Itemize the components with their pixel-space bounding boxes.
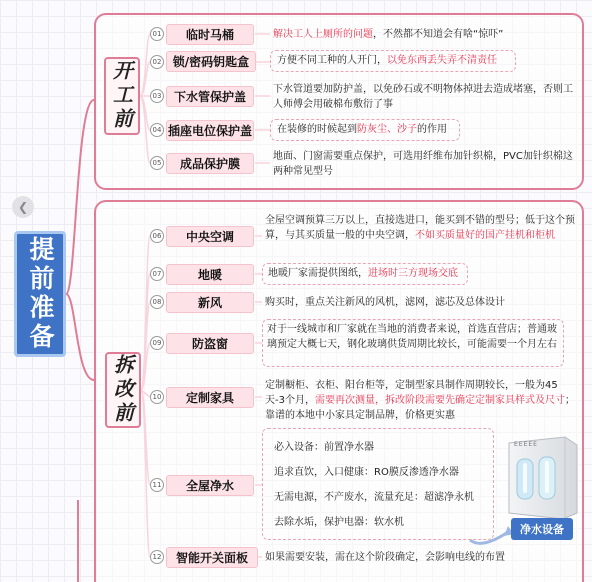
item-desc: 方便不同工种的人开门，以免东西丢失弄不清责任 [270, 50, 516, 72]
category-chaigai: 拆改前 [105, 352, 141, 428]
item-desc: 地面、门窗需要重点保护，可选用纤维布加针织棉，PVC加针织棉这两种常见型号 [273, 151, 573, 177]
sub-item: 追求直饮，入口健康：RO膜反渗透净水器 [274, 467, 459, 478]
item-number: 09 [150, 336, 164, 350]
item-desc: 购买时，重点关注新风的风机，滤网，滤芯及总体设计 [265, 297, 505, 308]
sub-item: 无需电源，不产废水，流量充足：超滤净永机 [274, 492, 474, 503]
item-label: 临时马桶 [166, 24, 254, 45]
main-topic: 提前准备 [14, 231, 66, 357]
sub-item: 去除水垢，保护电器：软水机 [274, 517, 404, 528]
chevron-left-icon[interactable]: ❮ [12, 196, 34, 218]
item-number: 06 [150, 229, 164, 243]
item-desc: 下水管道要加防护盖，以免砂石或不明物体掉进去造成堵塞，否则工人师傅会用破棉布敷衍了事 [273, 84, 573, 110]
item-number: 08 [150, 295, 164, 309]
category-kaigong: 开工前 [104, 57, 140, 135]
item-label: 锁/密码钥匙盒 [166, 51, 256, 72]
sub-item: 必入设备：前置净水器 [274, 442, 374, 453]
item-desc: 解决工人上厕所的问题，不然都不知道会有啥“惊吓” [273, 29, 504, 40]
item-number: 02 [150, 55, 164, 69]
item-label: 中央空调 [166, 226, 254, 247]
item-desc: 如果需要安装，需在这个阶段确定，会影响电线的布置 [265, 552, 505, 563]
item-label: 成品保护膜 [166, 153, 254, 174]
item-label: 全屋净水 [166, 475, 254, 496]
item-desc: 对于一线城市和厂家就在当地的消费者来说，首选直营店；普通玻璃预定大概七天，钢化玻璃供货周期比较长，可能需要一个月左右 [262, 319, 564, 367]
item-number: 04 [150, 123, 164, 137]
device-tag: 净水设备 [511, 518, 573, 540]
item-label: 下水管保护盖 [166, 86, 254, 107]
item-label: 智能开关面板 [166, 547, 258, 568]
item-number: 05 [150, 156, 164, 170]
item-desc: 在装修的时候起到防灰尘、沙子的作用 [270, 119, 460, 141]
item-label: 插座电位保护盖 [166, 120, 254, 141]
item-label: 新风 [166, 292, 254, 313]
item-desc: 全屋空调预算三万以上，直接选进口，能买到不错的型号；低于这个预算，与其买质量一般的中央空调，不如买质量好的国产挂机和柜机 [265, 215, 575, 241]
item-number: 07 [150, 267, 164, 281]
device-brand: EEEEE [514, 441, 538, 448]
item-number: 03 [150, 89, 164, 103]
item-number: 01 [150, 27, 164, 41]
item-desc: 地暖厂家需提供图纸，进场时三方现场交底 [262, 263, 468, 285]
item-desc: 定制橱柜、衣柜、阳台柜等，定制型家具制作周期较长，一般为45天-3个月，需要再次测量，拆改阶段需要先确定定制家具样式及尺寸；靠谱的本地中小家具定制品牌，价格更实惠 [265, 380, 575, 421]
item-number: 12 [150, 550, 164, 564]
item-label: 地暖 [166, 264, 254, 285]
item-label: 防盗窗 [166, 333, 254, 354]
item-number: 10 [150, 390, 164, 404]
item-label: 定制家具 [166, 387, 254, 408]
item-number: 11 [150, 478, 164, 492]
